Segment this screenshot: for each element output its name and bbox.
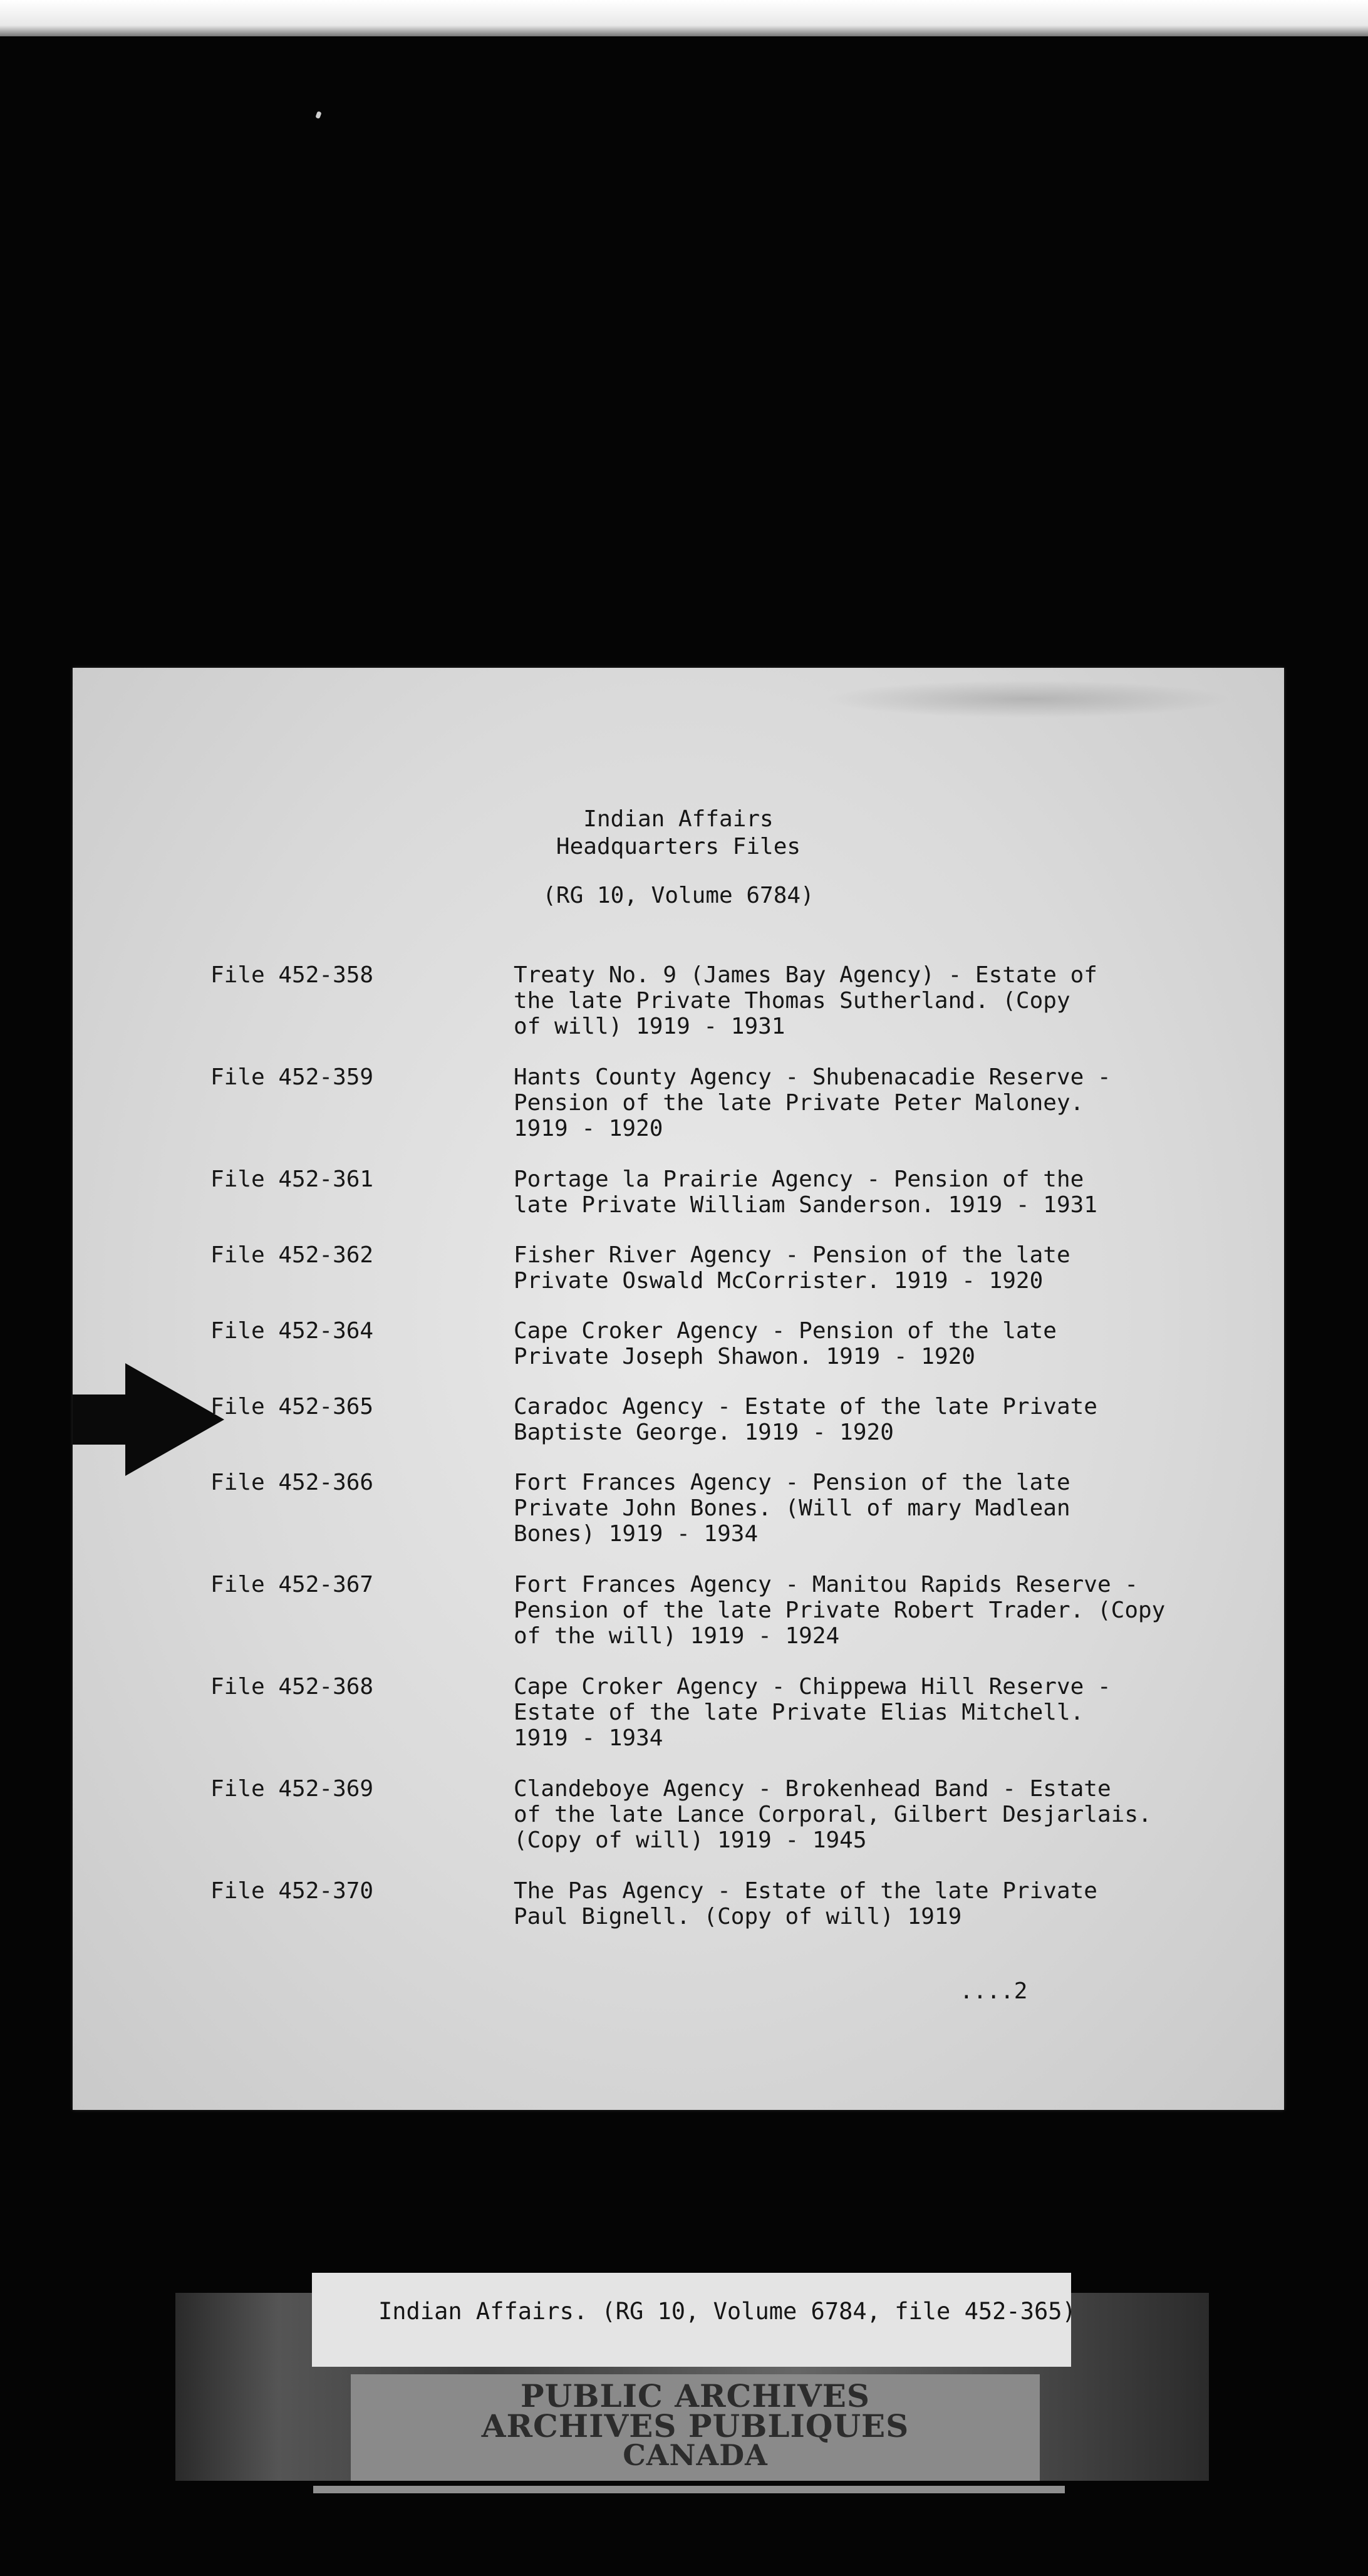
header-subtitle: Headquarters Files (556, 834, 801, 860)
file-description: Hants County Agency - Shubenacadie Reserve - Pension of the late Private Peter Maloney. 1919 - 1920 (514, 1064, 1111, 1141)
file-number: File 452-359 (210, 1064, 374, 1090)
file-number: File 452-369 (210, 1776, 374, 1802)
document-page (73, 668, 1284, 2110)
header-volume: (RG 10, Volume 6784) (542, 883, 814, 908)
continuation-marker: ....2 (960, 1978, 1028, 2004)
file-number: File 452-365 (210, 1394, 374, 1420)
archives-stamp (351, 2374, 1040, 2481)
file-description: Treaty No. 9 (James Bay Agency) - Estate of the late Private Thomas Sutherland. (Copy of will) 1919 - 1931 (514, 962, 1097, 1039)
file-description: Clandeboye Agency - Brokenhead Band - Estate of the late Lance Corporal, Gilbert Desjarlais. (Copy of will) 1919 - 1945 (514, 1776, 1152, 1853)
file-description: Cape Croker Agency - Pension of the late Private Joseph Shawon. 1919 - 1920 (514, 1318, 1057, 1369)
file-description: Fort Frances Agency - Pension of the late Private John Bones. (Will of mary Madlean Bones) 1919 - 1934 (514, 1470, 1070, 1547)
file-number: File 452-358 (210, 962, 374, 988)
film-top-edge (0, 0, 1368, 36)
file-description: The Pas Agency - Estate of the late Private Paul Bignell. (Copy of will) 1919 (514, 1878, 1097, 1929)
archive-reference-label (312, 2273, 1076, 2367)
film-bottom-edge (313, 2486, 1065, 2493)
file-description: Fisher River Agency - Pension of the late Private Oswald McCorrister. 1919 - 1920 (514, 1242, 1070, 1294)
header-title: Indian Affairs (583, 806, 774, 832)
file-number: File 452-362 (210, 1242, 374, 1268)
stamp-line-english: PUBLIC ARCHIVES (521, 2377, 870, 2414)
file-description: Portage la Prairie Agency - Pension of the late Private William Sanderson. 1919 - 1931 (514, 1166, 1097, 1218)
file-number: File 452-366 (210, 1470, 374, 1495)
stamp-line-french: ARCHIVES PUBLIQUES (481, 2407, 909, 2444)
file-description: Cape Croker Agency - Chippewa Hill Reserve - Estate of the late Private Elias Mitchell. 1919 - 1934 (514, 1674, 1111, 1751)
file-number: File 452-361 (210, 1166, 374, 1192)
film-speck (315, 111, 321, 119)
file-number: File 452-364 (210, 1318, 374, 1344)
file-description: Fort Frances Agency - Manitou Rapids Reserve - Pension of the late Private Robert Trader. (Copy of the will) 1919 - 1924 (514, 1572, 1166, 1649)
file-number: File 452-368 (210, 1674, 374, 1700)
pointer-arrow-icon (73, 1363, 224, 1476)
file-number: File 452-370 (210, 1878, 374, 1904)
file-description: Caradoc Agency - Estate of the late Private Baptiste George. 1919 - 1920 (514, 1394, 1097, 1445)
archive-reference-text: Indian Affairs. (RG 10, Volume 6784, file 452-365) (378, 2298, 1076, 2325)
stamp-line-country: CANADA (623, 2438, 768, 2472)
file-number: File 452-367 (210, 1572, 374, 1597)
